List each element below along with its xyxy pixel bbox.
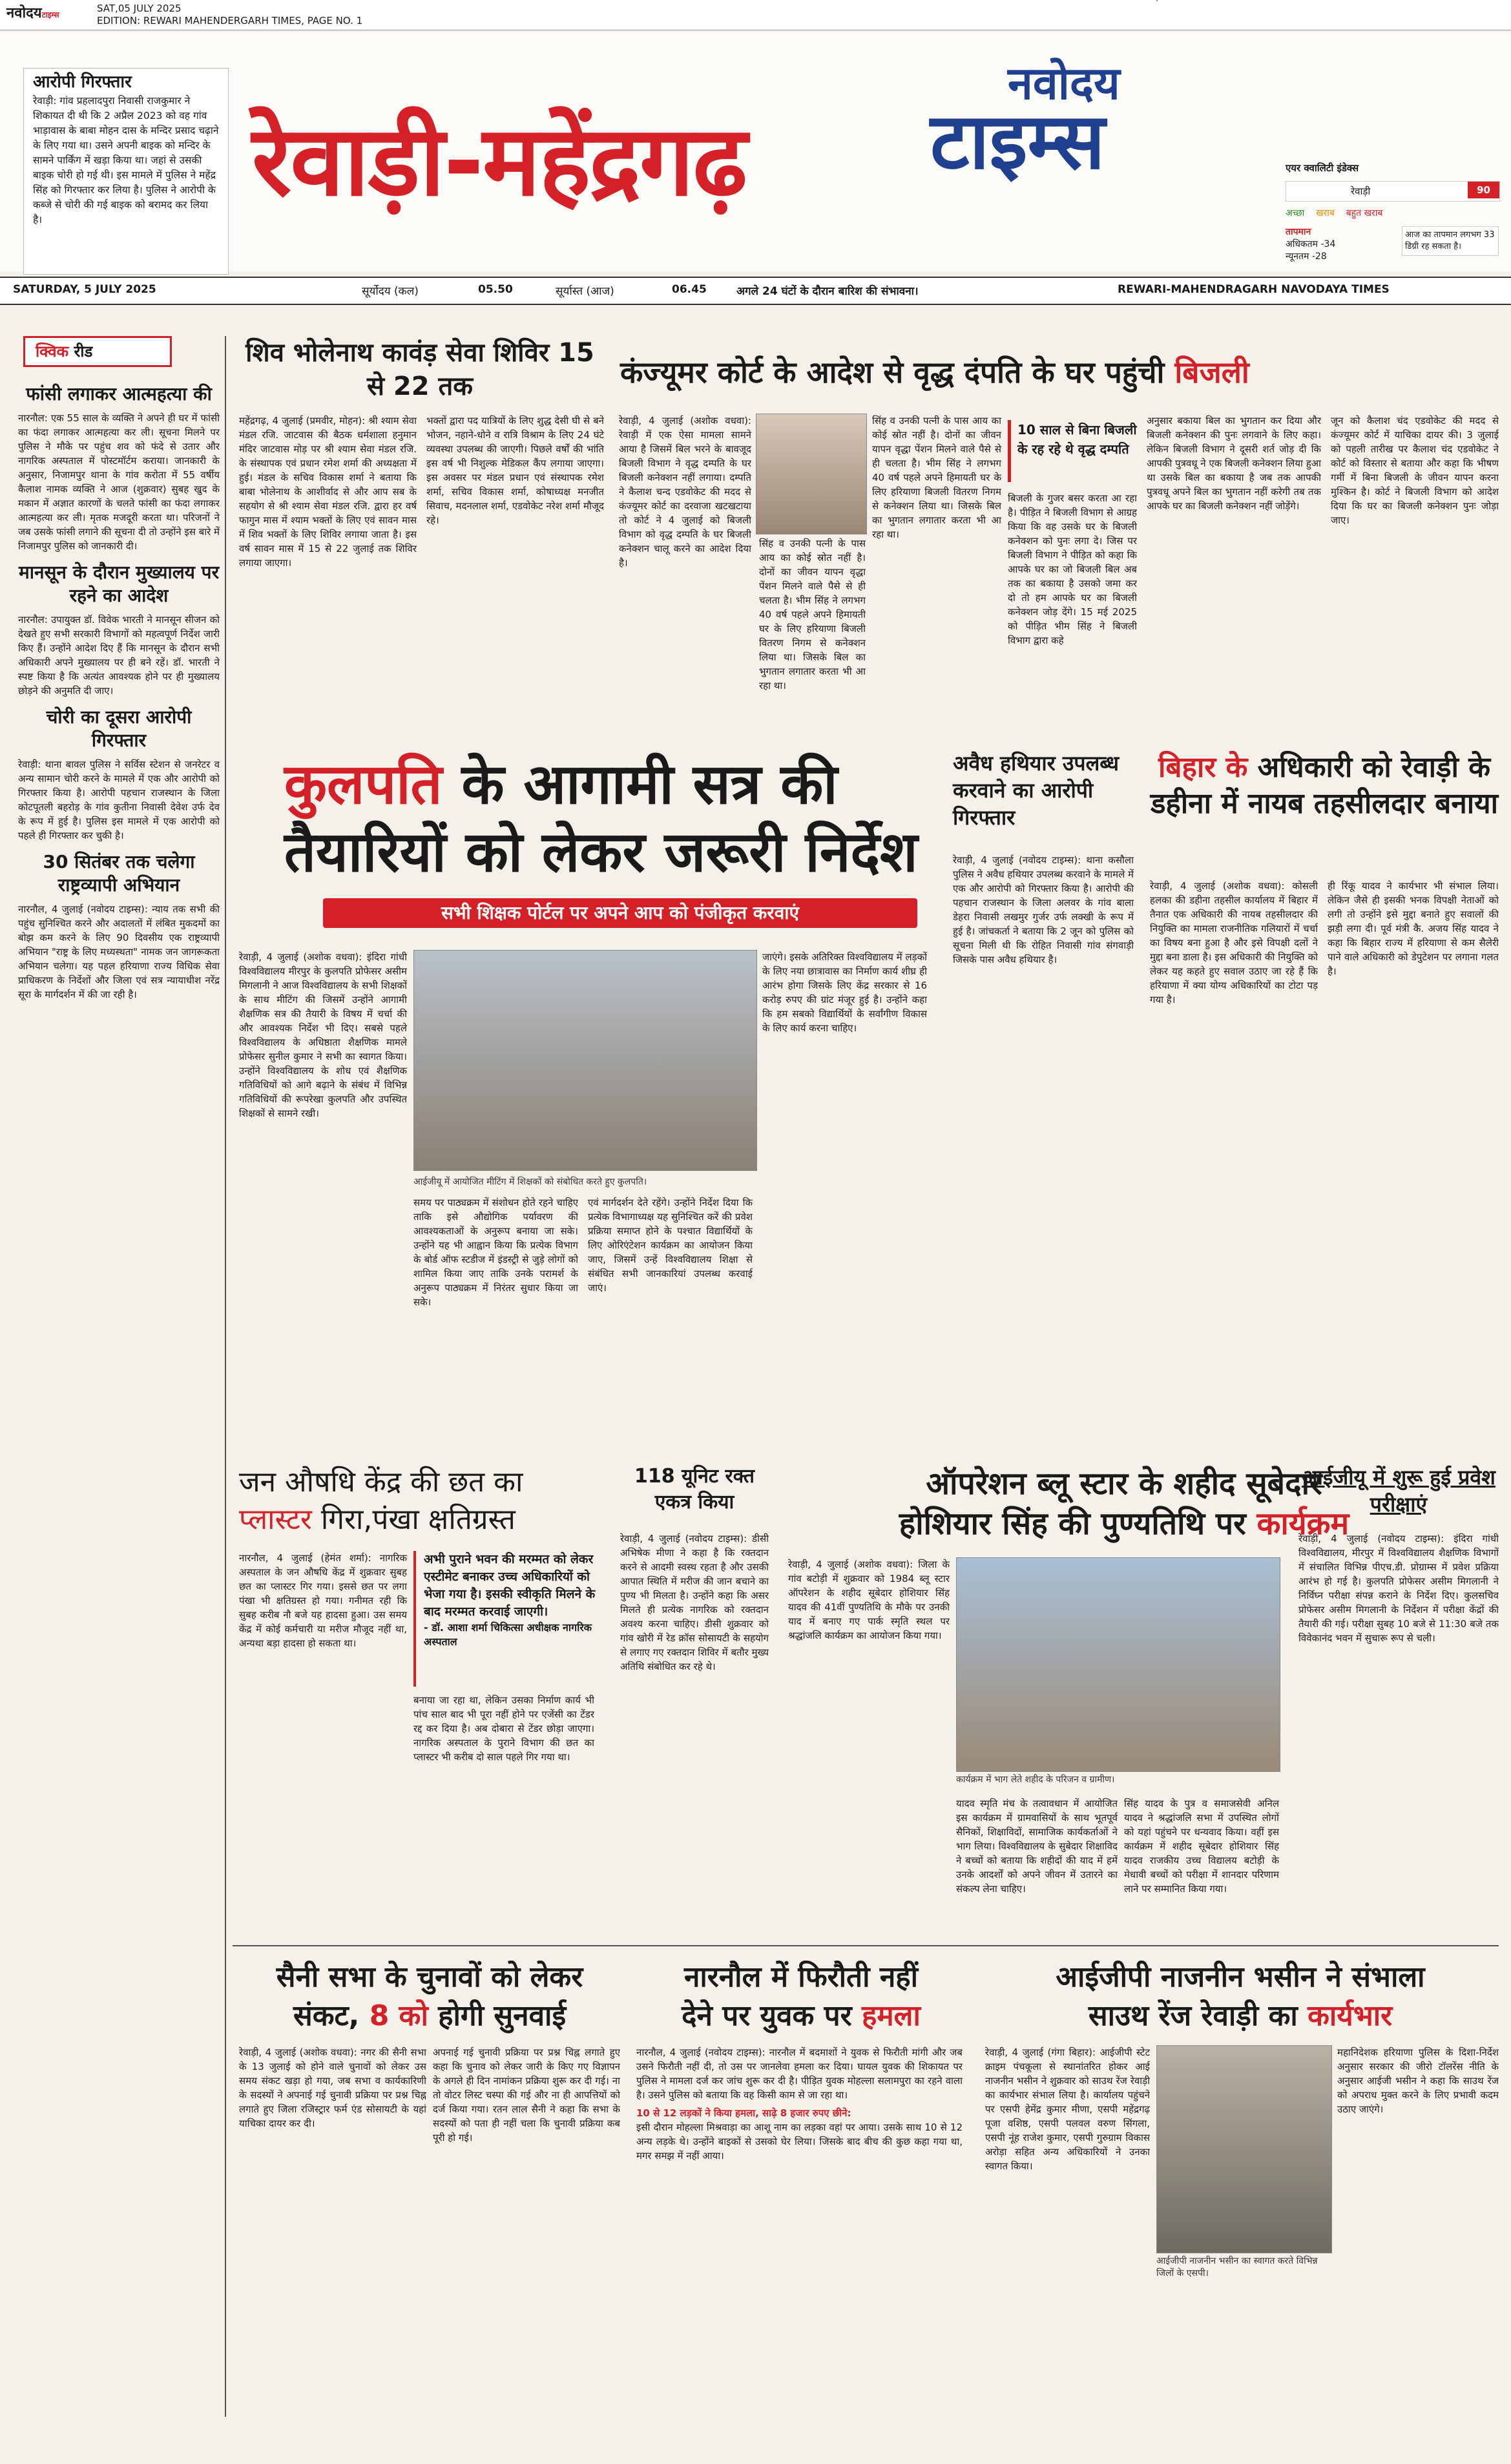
shiv-col2: भक्तों द्वारा पद यात्रियों के लिए शुद्ध देसी घी से बने भोजन, नहाने-धोने व रात्रि विश्राम के लिए 24 घंटे व्यवस्था उपलब्ध की जाएगी। पिछले वर्षों की भांति इस वर्ष भी निशुल्क मेडिकल कैंप लगाया जाएगा। इस अवसर पर मंडल प्रधान एवं संस्थापक रमेश शर्मा, सचिव विकास शर्मा, कोषाध्यक्ष मनजीत सिवाच, मदनलाल शर्मा, एडवोकेट नरेश शर्मा मौजूद रहे। [426,415,604,526]
sidebar-divider [225,336,226,2417]
bluestar-headline-1: ऑपरेशन ब्लू स्टार के शहीद सूबेदार [926,1466,1322,1502]
masthead-title-right: टाइम्स [930,97,1105,187]
sunset-time: 06.45 [672,283,707,296]
bluestar-headline-red: कार्यक्रम [1256,1506,1349,1542]
narnaul-headline-1: नारनौल में फिरौती नहीं [683,1961,919,1994]
blood-headline: 118 यूनिट रक्त एकत्र किया [634,1465,755,1513]
strip-logo-main: नवोदय [6,5,42,21]
strip-edition: EDITION: REWARI MAHENDERGARH TIMES, PAGE NO. 1 [97,15,363,26]
bihar-col2: ही रिंकू यादव ने कार्यभार भी संभाल लिया। लेकिन जैसे ही इसकी भनक विपक्षी नेताओं को लगी तो उन्होंने इसे मुद्दा बनाते हुए सवालों की झड़ी लगा दी। पूर्व मंत्री कै. अजय सिंह यादव ने कहा कि बिहार राज्य में हरियाणा से कम सैलेरी पाने वाले अधिकारी को डेपुटेशन पर लगाना गलत है। [1328,880,1499,977]
narnaul-body [636,2045,963,2433]
saini-headline-3: होगी सुनवाई [438,1999,567,2032]
consumer-col5: जून को कैलाश चंद एडवोकेट की मदद से कंज्यूमर कोर्ट में याचिका दायर की। 3 जुलाई को पहली तारीख पर कैलाश चंद एडवोकेट ने कोर्ट को विस्तार से बताया और कहा कि भीषण गर्मी में बिना बिजली के जीवन यापन करना मुश्किन है। कोर्ट ने बिजली विभाग को आदेश दिया कि घर का बिजली कनेक्शन पुनः जोड़ा जाए। [1331,415,1499,526]
aushadhi-headline-2: गिरा,पंखा क्षतिग्रस्त [320,1503,516,1536]
ig-caption: आईजीपी नाजनीन भसीन का स्वागत करते विभिन्न जिलों के एसपी। [1156,2256,1318,2279]
quick-read-label [23,336,172,367]
bluestar-col2: यादव स्मृति मंच के तत्वावधान में आयोजित इस कार्यक्रम में ग्रामवासियों के साथ भूतपूर्व सैनिकों, शिक्षाविदों, सामाजिक कार्यकर्ताओं ने भाग लिया। विश्वविद्यालय के सुबेदार शिक्षाविद ने बच्चों को बताया कि शहीदों की याद में हमें उनके आदर्शों को अपने जीवन में उतारने का संकल्प लेना चाहिए। [956,1798,1118,1895]
ig-photo [1156,2045,1332,2253]
strip-date: SAT,05 JULY 2025 [97,3,182,14]
sidebar-item-body: नारनौल: उपायुक्त डॉ. विवेक भारती ने मानसून सीजन को देखते हुए सभी सरकारी विभागों को महत्वपूर्ण निर्देश जारी किए हैं। उन्होंने आदेश दिए हैं कि मानसून के दौरान सभी अधिकारी अपने मुख्यालय पर ही बने रहें। डॉ. भारती ने स्पष्ट किया है कि अत्यंत आवश्यक होने पर ही मुख्यालय छोड़ने की अनुमति दी जाए। [18,614,220,697]
vc-headline-2: तैयारियों को लेकर जरूरी निर्देश [284,820,918,885]
vc-col4: जाएंगे। इसके अतिरिक्त विश्वविद्यालय में लड़कों के लिए नया छात्रावास का निर्माण कार्य शीघ्र ही आरंभ होगा जिसके लिए केंद्र सरकार से 16 करोड़ रुपए की ग्रांट मंजूर हुई है। उन्होंने कहा कि हम सबको विद्यार्थियों के सर्वांगीण विकास के लिए कार्य करना चाहिए। [762,951,927,1034]
sidebar [18,375,220,2410]
shiv-headline: शिव भोलेनाथ कावंड़ सेवा शिविर 15 से 22 तक [245,338,594,401]
bluestar-caption: कार्यक्रम में भाग लेते शहीद के परिजन व ग्रामीण। [956,1774,1115,1785]
vc-subhead-bar: सभी शिक्षक पोर्टल पर अपने आप को पंजीकृत करवाएं [323,898,917,928]
vc-col2: समय पर पाठ्यक्रम में संशोधन होते रहने चाहिए ताकि इसे औद्योगिक पर्यावरण की आवश्यकताओं के अनुरूप बनाया जा सके। उन्होंने यह भी आह्वान किया कि प्रत्येक विभाग के बोर्ड ऑफ स्टडीज में इंडस्ट्री से जुड़े लोगों को शामिल किया जाए ताकि उनके परामर्श के अनुरूप पाठ्यक्रम में निरंतर सुधार किया जा सके। [413,1197,578,1308]
bluestar-col1: रेवाड़ी, 4 जुलाई (अशोक वधवा): जिला के गांव बटोड़ी में शुक्रवार को 1984 ब्लू स्टार ऑपरेशन के शहीद सूबेदार होशियार सिंह यादव की 41वीं पुण्यतिथि के मौके पर उनकी याद में बनाए गए पार्क स्मृति स्थल पर श्रद्धांजलि कार्यक्रम का आयोजन किया गया। [788,1559,950,1641]
ig-body: रेवाड़ी, 4 जुलाई (गंगा बिहार): आईजीपी स्टेट क्राइम पंचकूला से स्थानांतरित होकर आई नाजनीन भसीन ने शुक्रवार को साउथ रेंज रेवाड़ी का कार्यभार संभाल लिया है। कार्यालय पहुंचने पर एसपी हेमेंद्र कुमार मीणा, एसपी महेंद्रगढ़ पूजा वशिष्ठ, एसपी पलवल वरुण सिंगला, एसपी नूंह राजेश कुमार, एसपी गुरुग्राम विकास अरोड़ा सहित अन्य अधिकारियों ने उनका स्वागत किया। [985,2047,1150,2172]
bihar-col1: रेवाड़ी, 4 जुलाई (अशोक वधवा): कोसली हलका की डहीना तहसील कार्यालय में बिहार में तैनात एक अधिकारी की नायब तहसीलदार की नियुक्ति का मामला राजनीतिक गलियारों में चर्चा का विषय बना हुआ है और इसे विपक्षी दलों ने मुद्दा बना डाला है। इस अधिकारी की नियुक्ति को लेकर यह कहते हुए सवाल उठाए जा रहे हैं कि हरियाणा में क्या योग्य अधिकारियों का टोटा पड़ गया है। [1150,880,1318,1006]
dateline-date: SATURDAY, 5 JULY 2025 [13,283,156,296]
vc-col1: रेवाड़ी, 4 जुलाई (अशोक वधवा): इंदिरा गांधी विश्वविद्यालय मीरपुर के कुलपति प्रोफेसर असीम मिगलानी ने आज विश्वविद्यालय के सभी शिक्षकों के साथ मीटिंग की जिसमें उन्होंने आगामी शैक्षणिक सत्र की तैयारी के विषय में चर्चा की और आवश्यक निर्देश भी दिए। सबसे पहले विश्वविद्यालय के अधिष्ठाता शैक्षणिक मामले प्रोफेसर सुनील कुमार ने सभी का स्वागत किया। उन्होंने विश्वविद्यालय के शोध एवं शैक्षणिक गतिविधियों को आगे बढ़ाने के संबंध में विभिन्न गतिविधियों की रूपरेखा कुलपति और उपस्थित शिक्षकों से सामने रखी। [239,951,407,1119]
consumer-col2b: सिंह व उनकी पत्नी के पास आय का कोई स्रोत नहीं है। दोनों का जीवन यापन वृद्धा पेंशन मिलने वाले पैसे से ही चलता है। भीम सिंह ने लगभग 40 वर्ष पहले अपने हिमायती घर के लिए हरियाणा बिजली वितरण निगम से कनेक्शन लिया था। जिसके बिल का भुगतान लगातार करता भी आ रहा था। [872,415,1001,540]
ig-headline-1: आईजीपी नाजनीन भसीन ने संभाला [1056,1961,1425,1994]
aqi-bar [1286,181,1500,202]
masthead-title-right-top: नवोदय [1008,57,1120,110]
saini-headline-1: सैनी सभा के चुनावों को लेकर [276,1961,583,1994]
ig-headline-red: कार्यभार [1308,1999,1393,2032]
masthead-title-left: रेवाड़ी-महेंद्रगढ़ [252,105,746,218]
aushadhi-col1: नारनौल, 4 जुलाई (हेमंत शर्मा): नागरिक अस्पताल के जन औषधि केंद्र में शुक्रवार सुबह छत का प्लास्टर गिर गया। इससे छत पर लगा पंखा भी क्षतिग्रस्त हो गया। गनीमत रही कि सुबह करीब नौ बजे यह हादसा हुआ। उस समय केंद्र में कोई कर्मचारी या मरीज मौजूद नहीं था, अन्यथा बड़ा हादसा हो सकता था। [239,1552,407,1649]
quick-read-a: क्विक [36,342,69,361]
top-brief-head: आरोपी गिरफ्तार [33,72,132,92]
sidebar-item-body: रेवाड़ी: थाना बावल पुलिस ने सर्विस स्टेशन से जनरेटर व अन्य सामान चोरी करने के मामले में एक और आरोपी को गिरफ्तार किया है। आरोपी पहचान राजस्थान के जिला कोटपूतली बहरोड़ के गांव कुतीना निवासी देवेश उर्फ देव के रूप में हुई है। पुलिस इस मामले में एक आरोपी को पहले ही गिरफ्तार कर चुकी है। [18,759,220,841]
sidebar-item-body: नारनौल, 4 जुलाई (नवोदय टाइम्स): न्याय तक सभी की पहुंच सुनिश्चित करने और अदालतों में लंबित मुकदमों का बोझ कम करने के लिए 90 दिवसीय एक राष्ट्रव्यापी अभियान "राष्ट्र के लिए मध्यस्थता" नामक जन जागरूकता अभियान चलेगा। यह पहल हरियाणा राज्य विधिक सेवा प्राधिकरण के निर्देशों और जिला एवं सत्र न्यायाधीश नरेंद्र सूरा के मार्गदर्शन में की जा रही है। [18,903,220,1000]
bihar-headline-red: बिहार के [1158,751,1248,784]
aqi-city: रेवाड़ी [1351,185,1371,197]
top-brief-body: रेवाड़ी: गांव प्रहलादपुरा निवासी राजकुमार ने शिकायत दी थी कि 2 अप्रैल 2023 को वह गांव भाड़ावास के बाबा मोहन दास के मन्दिर प्रसाद चढ़ाने के लिए गया था। उसने अपनी बाइक को मन्दिर के सामने पार्किंग में खड़ा किया था। जहां से उसकी बाइक चोरी हो गई थी। इस मामले में पुलिस ने महेंद्र सिंह को गिरफ्तार कर लिया है। पुलिस ने आरोपी के कब्जे से चोरी की गई बाइक को बरामद कर लिया है। [33,95,219,226]
aqi-scale-bad: खराब [1316,208,1335,218]
narnaul-highlight: 10 से 12 लड़कों ने किया हमला, साढ़े 8 हजार रुपए छीने: [636,2107,851,2119]
saini-col2: अपनाई गई चुनावी प्रक्रिया पर प्रश्न चिह्न लगाते हुए कहा कि चुनाव को लेकर जारी के किए गए विज्ञापन के अगले ही दिन नामांकन प्रक्रिया शुरू कर दी गई। ना तो वोटर लिस्ट चस्पा की गई और ना ही आपत्तियों को दर्ज किया गया। रतन लाल सैनी ने कहा कि सभा के सदस्यों को पता ही नहीं चला कि चुनावी प्रक्रिया कब पूरी हो गई। [433,2047,620,2143]
aqi-widget [1286,162,1499,271]
ig-headline [982,1958,1499,2036]
ig-side: महानिदेशक हरियाणा पुलिस के दिशा-निर्देश अनुसार सरकार की जीरो टॉलरेंस नीति के अनुसार आईजी भसीन ने कहा कि साउथ रेंज को अपराध मुक्त करने के लिए प्रभावी कदम उठाए जाएंगे। [1337,2047,1499,2115]
consumer-headline-red: बिजली [1174,355,1249,390]
aushadhi-headline-red: प्लास्टर [239,1503,312,1536]
aqi-label: एयर क्वालिटी इंडेक्स [1286,162,1359,174]
ig-photo-anchor [1156,0,1158,1]
saini-headline-red: 8 को [369,1999,428,2032]
narnaul-body-1: नारनौल, 4 जुलाई (नवोदय टाइम्स): नारनौल में बदमाशों ने युवक से फिरौती मांगी और जब उसने फिरौती नहीं दी, तो उस पर जानलेवा हमला कर दिया। घायल युवक की शिकायत पर पुलिस ने मामला दर्ज कर जांच शुरू कर दी है। पीड़ित युवक मोहल्ला सलामपुरा का रहने वाला है। उसने पुलिस को बताया कि वह किसी काम से जा रहा था। [636,2047,963,2101]
temp-block [1286,226,1402,263]
consumer-col4: अनुसार बकाया बिल का भुगतान कर दिया और बिजली कनेक्शन की पुनः लगवाने के लिए कहा। लेकिन बिजली विभाग ने दूसरी शर्त जोड़ दी कि आपकी पुत्रवधू ने एक बिजली कनेक्शन लिया हुआ था उसके बिल का बकाया है जब तक आपकी पुत्रवधू अपने बिल का भुगतान नहीं करेगी तब तक आपके घर का बिजली कनेक्शन नहीं जोड़ेंगे। [1147,415,1321,512]
aqi-scale-good: अच्छा [1286,208,1305,218]
strip-logo [6,3,59,22]
vc-headline-red: कुलपति [284,752,443,817]
aushadhi-col2: बनाया जा रहा था, लेकिन उसका निर्माण कार्य भी पांच साल बाद भी पूरा नहीं होने पर एजेंसी का टेंडर रद्द कर दिया है। अब दोबारा से टेंडर छोड़ा जाएगा। नागरिक अस्पताल के पुराने विभाग की छत का प्लास्टर भी करीब दो साल पहले गिर गया था। [413,1694,594,1763]
aqi-value: 90 [1468,182,1499,198]
top-brief [23,68,229,275]
narnaul-headline [633,1958,969,2036]
aushadhi-quote-text: अभी पुराने भवन की मरम्मत को लेकर एस्टीमेट बनाकर उच्च अधिकारियों को भेजा गया है। इसकी स्वीकृति मिलने के बाद मरम्मत करवाई जाएगी। [424,1552,596,1619]
strip-logo-small: टाइम्स [41,10,59,19]
sidebar-item-head: चोरी का दूसरा आरोपी गिरफ्तार [46,706,192,751]
arms-body: रेवाड़ी, 4 जुलाई (नवोदय टाइम्स): थाना कसौला पुलिस ने अवैध हथियार उपलब्ध करवाने के मामले में एक और आरोपी को गिरफ्तार किया है। आरोपी की पहचान राजस्थान के जिला अलवर के गांव बाला डेहरा निवासी लखमुर गुर्जर उर्फ लक्खी के रूप में हुई है। जांचकर्ता ने बताया कि 2 जून को पुलिस को सूचना मिली थी कि रोहित निवासी गांव संगवाड़ी जिसके पास अवैध हथियार है। [953,854,1134,965]
aushadhi-quote-by: - डॉ. आशा शर्मा चिकित्सा अधीक्षक नागरिक अस्पताल [424,1621,592,1648]
vc-headline-1 [284,753,838,817]
aqi-scale [1286,207,1499,219]
sunset-label: सूर्यास्त (आज) [556,285,614,298]
sunrise-label: सूर्योदय (कल) [362,285,419,298]
aqi-scale-very-bad: बहुत खराब [1346,208,1383,218]
saini-headline-2: संकट, [293,1999,360,2032]
ig-headline-2: साउथ रेंज रेवाड़ी का [1088,1999,1298,2032]
temp-min: न्यूनतम -28 [1286,251,1327,262]
strip-meta [97,3,362,27]
narnaul-headline-red: हमला [861,1999,921,2032]
consumer-col2: सिंह व उनकी पत्नी के पास आय का कोई स्रोत नहीं है। दोनों का जीवन यापन वृद्धा पेंशन मिलने वाले पैसे से ही चलता है। भीम सिंह ने लगभग 40 वर्ष पहले अपने हिमायती घर के लिए हरियाणा बिजली वितरण निगम से कनेक्शन लिया था। जिसके बिल का भुगतान लगातार करता भी आ रहा था। [759,538,866,691]
consumer-col1: रेवाड़ी, 4 जुलाई (अशोक वधवा): रेवाड़ी में एक ऐसा मामला सामने आया है जिसमें बिल भरने के बावजूद बिजली विभाग ने वृद्ध दम्पति के घर बिजली कनेक्शन नहीं लगाया। दम्पति ने कैलाश चन्द एडवोकेट की मदद से कंज्यूमर कोर्ट का दरवाजा खटखटाया तो कोर्ट ने 4 जुलाई को बिजली विभाग को वृद्ध दम्पति के घर बिजली कनेक्शन चालू करने का आदेश दिया है। [619,415,751,569]
sidebar-item-head: फांसी लगाकर आत्महत्या की [26,383,212,405]
vc-col3: एवं मार्गदर्शन देते रहेंगे। उन्होंने निर्देश दिया कि प्रत्येक विभागाध्यक्ष यह सुनिश्चित करें की प्रवेश प्रक्रिया समाप्त होने के पश्चात विद्यार्थियों के लिए ओरिएंटेशन कार्यक्रम का आयोजन किया जाए, जिसमें उन्हें विश्वविद्यालय शिक्षा से संबंधित सभी जानकारियां उपलब्ध करवाई जाएं। [588,1197,753,1294]
blood-body: रेवाड़ी, 4 जुलाई (नवोदय टाइम्स): डीसी अभिषेक मीणा ने कहा है कि रक्तदान करने से आदमी स्वस्थ रहता है और उसकी आपात स्थिति में मरीज की जान बचाने का पुण्य भी मिलता है। उन्होंने कहा कि असर मिलते ही प्रत्येक नागरिक को रक्तदान अवश्य करना चाहिए। डीसी शुक्रवार को गांव खोरी में रेड क्रॉस सोसायटी के सहयोग से लगाए गए रक्तदान शिविर में बतौर मुख्य अतिथि संबोधित कर रहे थे। [620,1533,769,1672]
quick-read-b: रीड [74,342,93,361]
saini-headline [239,1958,620,2036]
consumer-photo [756,414,867,534]
consumer-col3: बिजली के गुजर बसर करता आ रहा है। पीड़ित ने बिजली विभाग से आग्रह किया कि वह उसके घर के बिजली कनेक्शन को पुनः लगा दे। जिस पर बिजली विभाग ने पीड़ित को कहा कि आपके घर का जो बिजली बिल अब तक का बकाया है उसको जमा कर दो तो हम आपके घर का बिजली कनेक्शन जोड़ देंगे। 15 मई 2025 को पीड़ित भीम सिंह ने बिजली विभाग द्वारा कहे [1008,492,1137,646]
aushadhi-headline [239,1464,588,1539]
vc-headline-rest: के आगामी सत्र की [461,752,838,817]
aushadhi-headline-1: जन औषधि केंद्र की छत का [239,1466,523,1499]
temp-note: आज का तापमान लगभग 33 डिग्री रह सकता है। [1402,226,1499,256]
aushadhi-quote [413,1551,605,1687]
shiv-col1: महेंद्रगढ़, 4 जुलाई (प्रमवीर, मोहन): श्री श्याम सेवा मंडल रजि. जाटवास की बैठक धर्मशाला हनुमान मंदिर जाटवास मोड़ पर श्री श्याम सेवा मंडल रजि. के संस्थापक एवं प्रधान रमेश शर्मा की अध्यक्षता में हुई। मंडल के सचिव विकास शर्मा ने बताया कि बाबा भोलेनाथ के आशीर्वाद से और आप सब के सहयोग से श्री श्याम सेवा मंडल रजि. द्वारा हर वर्ष फागुन मास में श्याम भक्तों के लिए एवं सावन मास में शिव भक्तों के लिए शिविर लगाया जाता है। इस वर्ष सावन मास में 15 से 22 जुलाई तक शिविर लगाया जाएगा। [239,415,417,569]
consumer-headline-text: कंज्यूमर कोर्ट के आदेश से वृद्ध दंपति के घर पहुंची [620,355,1165,390]
consumer-tag: 10 साल से बिना बिजली के रह रहे थे वृद्ध दम्पति [1008,420,1137,482]
bihar-headline-rest: अधिकारी को रेवाड़ी के डहीना में नायब तहसीलदार बनाया [1150,751,1499,820]
temp-max: अधिकतम -34 [1286,239,1336,249]
forecast: अगले 24 घंटों के दौरान बारिश की संभावना। [736,285,919,298]
bihar-headline [1150,750,1499,822]
sidebar-item-body: नारनौल: एक 55 साल के व्यक्ति ने अपने ही घर में फांसी का फंदा लगाकर आत्महत्या कर ली। सूचना मिलने पर पुलिस ने मौके पर पहुंच शव को फंदे से उतार और नागरिक अस्पताल में पोस्टमॉर्टम कराया। जानकारी के अनुसार, निजामपुर थाना के गांव करोता में 55 वर्षीय कैलाश नामक व्यक्ति ने आज (शुक्रवार) सुबह खुद के मकान में अज्ञात कारणों के चलते फांसी का फंदा लगाकर आत्महत्या कर ली। मृतक मजदूरी करता था। परिजनों ने जब उसके फांसी लगाने की सूचना दी तो उन्होंने इस बारे में निजामपुर पुलिस को जानकारी दी। [18,412,220,552]
temp-label: तापमान [1286,227,1311,237]
igu-headline: आईजीयू में शुरू हुई प्रवेश परीक्षाएं [1302,1465,1495,1517]
sidebar-item-head: 30 सितंबर तक चलेगा राष्ट्रव्यापी अभियान [43,851,195,896]
narnaul-body-2: इसी दौरान मोहल्ला मिश्रवाड़ा का आशू नाम का लड़का वहां पर आया। उसके साथ 10 से 12 अन्य लड़के थे। उन्होंने बाइकों से उसको घेर लिया। जिसके बाद बीच की कुछ कहा गया था, मगर समझ में नहीं आया। [636,2122,963,2162]
bluestar-col3: सिंह यादव के पुत्र व समाजसेवी अनिल यादव ने श्रद्धांजलि सभा में उपस्थित लोगों को यहां पहुंचने पर धन्यवाद किया। वहीं इस कार्यक्रम में शहीद सूबेदार होशियार सिंह यादव राजकीय उच्च विद्यालय बटोड़ी के मेधावी बच्चों को परीक्षा में शानदार परिणाम लाने पर सम्मानित किया गया। [1124,1798,1279,1895]
sunrise-time: 05.50 [478,283,513,296]
dateline-bar [0,277,1511,305]
consumer-headline [620,355,1249,390]
sidebar-item-head: मानसून के दौरान मुख्यालय पर रहने का आदेश [18,562,220,606]
igu-body: रेवाड़ी, 4 जुलाई (नवोदय टाइम्स): इंदिरा गांधी विश्वविद्यालय, मीरपुर में विश्वविद्यालय शैक्षणिक विभागों में संचालित विभिन्न पीएच.डी. प्रोग्राम्स में प्रवेश प्रक्रिया आरंभ हो गई है। कुलपति प्रोफेसर असीम मिगलानी ने निर्विघ्न परीक्षा संपन्न कराने के निर्देश दिए। कुलसचिव प्रोफेसर असीम मिगलानी के निर्देशन में परीक्षा केंद्रों की तैयारी की गई। परीक्षा सुबह 10 बजे से 11:30 बजे तक विवेकानंद भवन में सुचारू रूप से चली। [1298,1533,1499,1644]
narnaul-headline-2: देने पर युवक पर [682,1999,852,2032]
dateline-paper: REWARI-MAHENDRAGARH NAVODAYA TIMES [1118,283,1390,296]
bluestar-photo [956,1557,1280,1772]
vc-caption: आईजीयू में आयोजित मीटिंग में शिक्षकों को संबोधित करते हुए कुलपति। [413,1177,647,1187]
saini-col1: रेवाड़ी, 4 जुलाई (अशोक वधवा): नगर की सैनी सभा के 13 जुलाई को होने वाले चुनावों को लेकर उस समय संकट खड़ा हो गया, जब सभा व कार्यकारिणी के सदस्यों ने अपनाई गई चुनावी प्रक्रिया पर प्रश्न चिह्न लगाते हुए जिला रजिस्ट्रार फर्म एंड सोसायटी के यहां याचिका दायर कर दी। [239,2047,426,2129]
bottom-row-rule [233,1945,1499,1946]
top-strip [0,0,1511,30]
arms-headline: अवैध हथियार उपलब्ध करवाने का आरोपी गिरफ्तार [953,751,1120,830]
bluestar-headline-2: होशियार सिंह की पुण्यतिथि पर [899,1506,1246,1542]
vc-photo [413,950,757,1171]
